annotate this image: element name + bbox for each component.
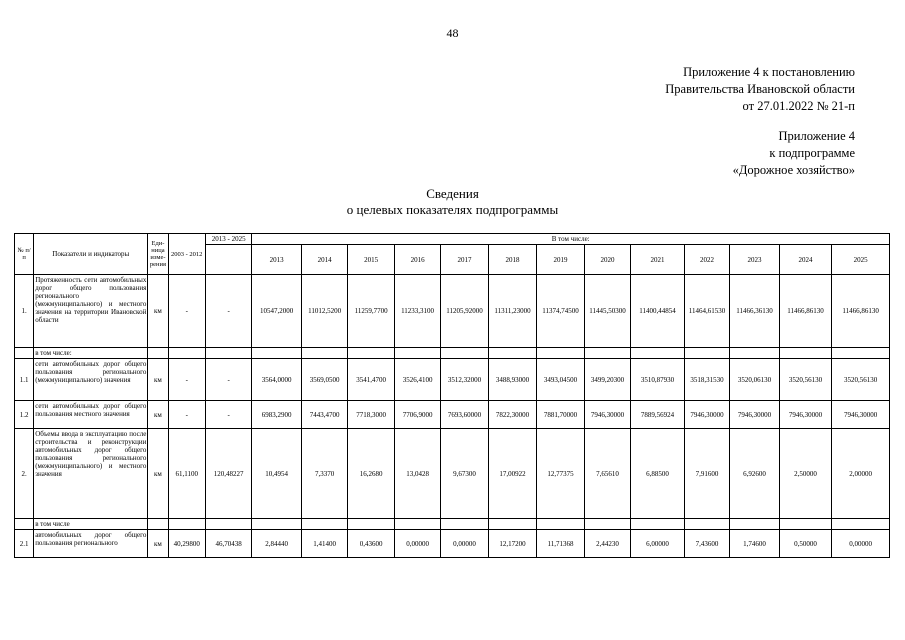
row-period-2003: -: [168, 401, 205, 429]
row-value: 7,91600: [684, 429, 729, 519]
row-value: [779, 519, 832, 530]
row-value: 3520,06130: [730, 359, 780, 401]
header-period-2013: 2013 - 2025: [205, 234, 251, 245]
row-value: 1,74600: [730, 530, 780, 558]
row-value: 7443,4700: [301, 401, 347, 429]
row-num: 1.2: [15, 401, 34, 429]
table-row: [15, 275, 890, 348]
row-value: 17,00922: [488, 429, 536, 519]
row-value: 6,00000: [631, 530, 685, 558]
header-unit: Еди-ница изме-рения: [148, 234, 168, 275]
row-value: 7946,30000: [730, 401, 780, 429]
row-value: [631, 519, 685, 530]
row-value: 7,43600: [684, 530, 729, 558]
header-year: 2021: [631, 245, 685, 275]
row-value: [631, 348, 685, 359]
row-value: 3493,04500: [537, 359, 584, 401]
row-value: 2,44230: [584, 530, 630, 558]
row-period-2003: 61,1100: [168, 429, 205, 519]
header-year: 2020: [584, 245, 630, 275]
row-value: [394, 348, 440, 359]
table-row: [15, 348, 890, 359]
appendix-decree-line3: от 27.01.2022 № 21-п: [742, 99, 855, 113]
row-value: 7889,56924: [631, 401, 685, 429]
row-value: 7946,30000: [832, 401, 890, 429]
row-value: 6,88500: [631, 429, 685, 519]
row-value: 11464,61530: [684, 275, 729, 348]
row-value: 10547,2000: [252, 275, 302, 348]
row-value: 7822,30000: [488, 401, 536, 429]
appendix-decree-line1: Приложение 4 к постановлению: [683, 65, 855, 79]
row-value: [684, 348, 729, 359]
appendix-subprogram-line2: к подпрограмме: [769, 146, 855, 160]
row-value: [252, 519, 302, 530]
row-value: [537, 348, 584, 359]
header-num: № п/п: [15, 234, 34, 275]
header-indicator: Показатели и индикаторы: [34, 234, 148, 275]
row-value: [488, 519, 536, 530]
header-year: 2022: [684, 245, 729, 275]
row-value: 0,00000: [832, 530, 890, 558]
row-value: 6,92600: [730, 429, 780, 519]
row-value: [301, 348, 347, 359]
row-period-2013: -: [205, 359, 251, 401]
row-value: 10,4954: [252, 429, 302, 519]
row-value: 7,3370: [301, 429, 347, 519]
row-value: 7881,70000: [537, 401, 584, 429]
row-num: 1.1: [15, 359, 34, 401]
row-value: [348, 519, 394, 530]
row-value: 11400,44854: [631, 275, 685, 348]
row-unit: км: [148, 401, 168, 429]
header-year: 2018: [488, 245, 536, 275]
row-value: 3499,20300: [584, 359, 630, 401]
row-value: 11374,74500: [537, 275, 584, 348]
row-value: [301, 519, 347, 530]
row-value: [730, 519, 780, 530]
header-year: 2023: [730, 245, 780, 275]
row-value: 11311,23000: [488, 275, 536, 348]
header-period-2003: 2003 - 2012: [168, 234, 205, 275]
header-year: 2017: [441, 245, 488, 275]
header-year: 2013: [252, 245, 302, 275]
row-value: 11466,86130: [832, 275, 890, 348]
appendix-subprogram-line1: Приложение 4: [778, 129, 855, 143]
row-value: [537, 519, 584, 530]
header-year: 2019: [537, 245, 584, 275]
row-period-2003: 40,29800: [168, 530, 205, 558]
row-unit: [148, 348, 168, 359]
header-period-2013-blank: [205, 245, 251, 275]
row-value: 9,67300: [441, 429, 488, 519]
row-value: 7946,30000: [779, 401, 832, 429]
row-label: автомобильных дорог общего пользования регионального: [34, 530, 148, 558]
row-value: 16,2680: [348, 429, 394, 519]
row-value: 3488,93000: [488, 359, 536, 401]
row-value: 3564,0000: [252, 359, 302, 401]
row-value: [584, 348, 630, 359]
table-row: [15, 401, 890, 429]
row-value: [488, 348, 536, 359]
title-line1: Сведения: [426, 186, 479, 201]
row-value: 3512,32000: [441, 359, 488, 401]
row-period-2013: -: [205, 275, 251, 348]
row-value: 11,71368: [537, 530, 584, 558]
row-value: 3510,87930: [631, 359, 685, 401]
row-value: 0,50000: [779, 530, 832, 558]
row-value: 3518,31530: [684, 359, 729, 401]
header-year: 2014: [301, 245, 347, 275]
row-value: 2,00000: [832, 429, 890, 519]
row-value: 3520,56130: [832, 359, 890, 401]
row-value: 7706,9000: [394, 401, 440, 429]
row-period-2013: -: [205, 401, 251, 429]
row-unit: км: [148, 429, 168, 519]
row-value: 7693,60000: [441, 401, 488, 429]
row-num: 1.: [15, 275, 34, 348]
row-value: 11466,86130: [779, 275, 832, 348]
row-unit: [148, 519, 168, 530]
row-unit: км: [148, 530, 168, 558]
row-value: [779, 348, 832, 359]
row-label: сети автомобильных дорог общего пользования регионального (межмуниципального) значения: [34, 359, 148, 401]
table-row: [15, 530, 890, 558]
row-value: [684, 519, 729, 530]
row-value: 0,43600: [348, 530, 394, 558]
appendix-decree-line2: Правительства Ивановской области: [665, 82, 855, 96]
row-value: 11466,36130: [730, 275, 780, 348]
row-value: [832, 348, 890, 359]
row-label: Объемы ввода в эксплуатацию после строительства и реконструкции автомобильных дорог общего пользования регионального (межмуниципального) и местного значения: [34, 429, 148, 519]
row-period-2003: [168, 519, 205, 530]
row-value: 7718,3000: [348, 401, 394, 429]
row-value: 12,17200: [488, 530, 536, 558]
row-num: 2.: [15, 429, 34, 519]
row-value: 0,00000: [394, 530, 440, 558]
header-year: 2015: [348, 245, 394, 275]
header-row-1: [15, 234, 890, 245]
row-num: 2.1: [15, 530, 34, 558]
row-value: [584, 519, 630, 530]
row-label: в том числе:: [34, 348, 148, 359]
row-period-2013: [205, 348, 251, 359]
row-value: 7946,30000: [684, 401, 729, 429]
document-title: [0, 186, 905, 218]
row-unit: км: [148, 359, 168, 401]
row-value: 11205,92000: [441, 275, 488, 348]
appendix-subprogram-line3: «Дорожное хозяйство»: [732, 163, 855, 177]
header-year: 2024: [779, 245, 832, 275]
row-value: 13,0428: [394, 429, 440, 519]
row-period-2013: [205, 519, 251, 530]
row-value: 0,00000: [441, 530, 488, 558]
row-label: Протяженность сети автомобильных дорог общего пользования регионального (межмуниципального) и местного значения на территории Ивановской области: [34, 275, 148, 348]
row-label: сети автомобильных дорог общего пользования местного значения: [34, 401, 148, 429]
row-value: 3569,0500: [301, 359, 347, 401]
table-row: [15, 359, 890, 401]
row-value: [730, 348, 780, 359]
row-value: 2,84440: [252, 530, 302, 558]
row-value: [832, 519, 890, 530]
row-value: 6983,2900: [252, 401, 302, 429]
row-value: [252, 348, 302, 359]
row-value: 11233,3100: [394, 275, 440, 348]
row-value: 1,41400: [301, 530, 347, 558]
row-period-2003: [168, 348, 205, 359]
appendix-decree: [665, 64, 855, 115]
row-value: 7,65610: [584, 429, 630, 519]
header-year: 2025: [832, 245, 890, 275]
table-row: [15, 429, 890, 519]
row-value: [441, 519, 488, 530]
header-including: В том числе:: [252, 234, 890, 245]
row-period-2013: 46,70438: [205, 530, 251, 558]
header-year: 2016: [394, 245, 440, 275]
row-value: 11445,50300: [584, 275, 630, 348]
indicators-table: [14, 233, 890, 558]
title-line2: о целевых показателях подпрограммы: [346, 202, 559, 217]
table-row: [15, 519, 890, 530]
row-value: 3526,4100: [394, 359, 440, 401]
row-period-2013: 120,48227: [205, 429, 251, 519]
row-value: 11259,7700: [348, 275, 394, 348]
row-value: 12,77375: [537, 429, 584, 519]
row-value: 2,50000: [779, 429, 832, 519]
row-num: [15, 519, 34, 530]
row-value: 3541,4700: [348, 359, 394, 401]
row-label: в том числе: [34, 519, 148, 530]
row-value: [441, 348, 488, 359]
row-value: 3520,56130: [779, 359, 832, 401]
row-period-2003: -: [168, 275, 205, 348]
appendix-subprogram: [733, 128, 855, 179]
row-unit: км: [148, 275, 168, 348]
page-number: 48: [446, 26, 459, 40]
row-value: 11012,5200: [301, 275, 347, 348]
row-value: [394, 519, 440, 530]
row-value: 7946,30000: [584, 401, 630, 429]
row-num: [15, 348, 34, 359]
row-period-2003: -: [168, 359, 205, 401]
row-value: [348, 348, 394, 359]
